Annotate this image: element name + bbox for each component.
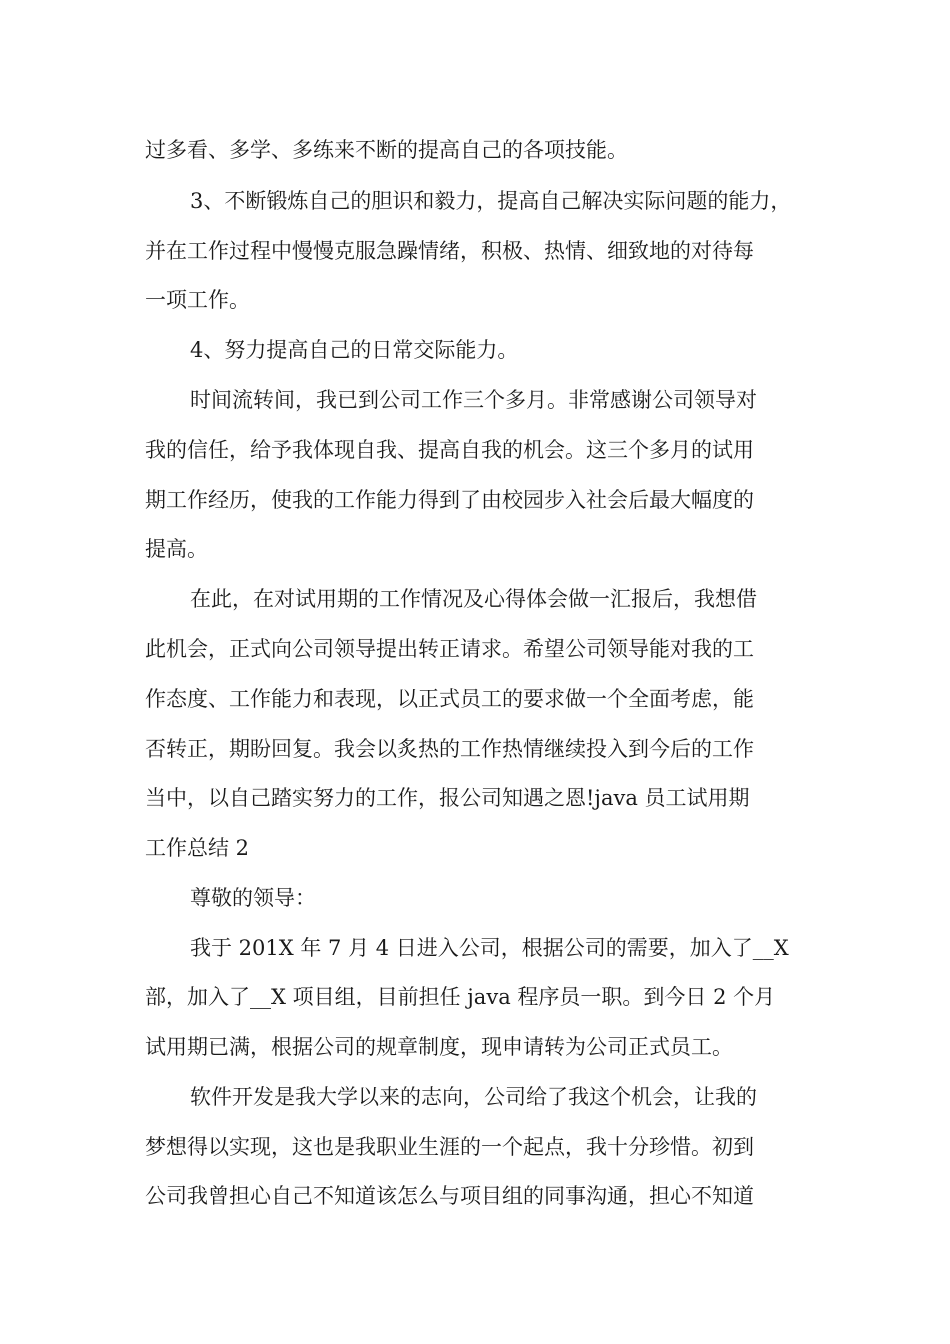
text-line: 试用期已满，根据公司的规章制度，现申请转为公司正式员工。: [145, 1035, 733, 1059]
text-line: 软件开发是我大学以来的志向，公司给了我这个机会，让我的: [190, 1085, 757, 1109]
text-line: 期工作经历，使我的工作能力得到了由校园步入社会后最大幅度的: [145, 488, 754, 512]
text-line: 在此，在对试用期的工作情况及心得体会做一汇报后，我想借: [190, 587, 757, 611]
text-line: 工作总结 2: [145, 836, 250, 860]
text-line: 部，加入了__X 项目组，目前担任 java 程序员一职。到今日 2 个月: [145, 985, 776, 1009]
text-line: 一项工作。: [145, 288, 250, 312]
text-line: 4、努力提高自己的日常交际能力。: [190, 338, 519, 362]
text-line: 过多看、多学、多练来不断的提高自己的各项技能。: [145, 138, 628, 162]
text-line: 我的信任，给予我体现自我、提高自我的机会。这三个多月的试用: [145, 438, 754, 462]
text-line: 我于 201X 年 7 月 4 日进入公司，根据公司的需要，加入了__X: [190, 936, 789, 960]
text-line: 否转正，期盼回复。我会以炙热的工作热情继续投入到今后的工作: [145, 737, 754, 761]
text-line: 此机会，正式向公司领导提出转正请求。希望公司领导能对我的工: [145, 637, 754, 661]
text-line: 公司我曾担心自己不知道该怎么与项目组的同事沟通，担心不知道: [145, 1184, 754, 1208]
text-line: 当中，以自己踏实努力的工作，报公司知遇之恩!java 员工试用期: [145, 786, 750, 810]
text-line: 并在工作过程中慢慢克服急躁情绪，积极、热情、细致地的对待每: [145, 239, 754, 263]
text-line: 3、不断锻炼自己的胆识和毅力，提高自己解决实际问题的能力，: [190, 189, 792, 213]
text-line: 梦想得以实现，这也是我职业生涯的一个起点，我十分珍惜。初到: [145, 1135, 754, 1159]
text-line: 提高。: [145, 537, 208, 561]
text-line: 尊敬的领导：: [190, 886, 316, 910]
text-line: 作态度、工作能力和表现，以正式员工的要求做一个全面考虑，能: [145, 687, 754, 711]
text-line: 时间流转间，我已到公司工作三个多月。非常感谢公司领导对: [190, 388, 757, 412]
